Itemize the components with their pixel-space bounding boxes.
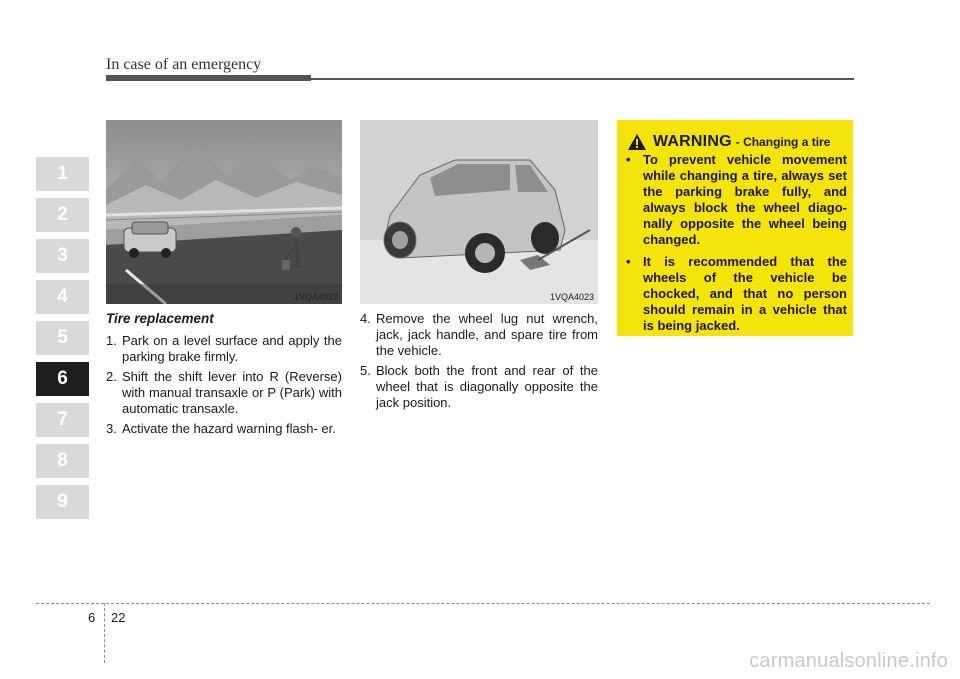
- step-text: Remove the wheel lug nut wrench, jack, jack handle, and spare tire from the vehicle.: [376, 311, 598, 358]
- warning-subtitle: - Changing a tire: [735, 135, 831, 149]
- instructions-column-1: [106, 311, 342, 441]
- figure-suv-jack: [360, 120, 598, 304]
- footer-rule: [36, 603, 930, 604]
- step-item: [360, 363, 598, 411]
- warning-header: [627, 133, 830, 151]
- page-header-title: In case of an emergency: [106, 56, 262, 73]
- warning-item: [625, 254, 847, 334]
- bullet: •: [626, 254, 631, 269]
- chapter-tab-4[interactable]: 4: [36, 280, 89, 314]
- chapter-tab-9[interactable]: 9: [36, 485, 89, 519]
- warning-item: [625, 152, 847, 248]
- watermark: carmanualsonline.info: [749, 650, 948, 672]
- footer-page-number: 22: [111, 610, 126, 625]
- step-text: Activate the hazard warning flash- er.: [122, 421, 336, 436]
- chapter-tabs: [36, 157, 89, 526]
- step-text: Park on a level surface and apply the parking brake firmly.: [122, 333, 342, 364]
- step-item: [106, 333, 342, 365]
- step-number: 5.: [360, 363, 371, 378]
- figure-code: 1VQA4023: [549, 292, 594, 302]
- chapter-tab-6[interactable]: 6: [36, 362, 89, 396]
- footer-divider: [104, 603, 105, 663]
- step-item: [360, 311, 598, 359]
- warning-box: [617, 120, 853, 336]
- warning-item-text: It is recommended that the wheels of the vehicle be chocked, and that no person should remain in a vehicle that is being jacked.: [643, 254, 847, 333]
- step-item: [106, 369, 342, 417]
- instructions-column-2: [360, 311, 598, 415]
- step-item: [106, 421, 342, 437]
- step-text: Block both the front and rear of the wheel that is diagonally opposite the jack position.: [376, 363, 598, 410]
- chapter-tab-1[interactable]: 1: [36, 157, 89, 191]
- header-bar: [106, 75, 311, 81]
- warning-list: [625, 152, 847, 340]
- chapter-tab-5[interactable]: 5: [36, 321, 89, 355]
- figure-roadside-parking: [106, 120, 342, 304]
- step-number: 1.: [106, 333, 117, 348]
- step-text: Shift the shift lever into R (Reverse) with manual transaxle or P (Park) with automatic transaxle.: [122, 369, 342, 416]
- chapter-tab-8[interactable]: 8: [36, 444, 89, 478]
- figure-code: 1VQA4022: [293, 292, 338, 302]
- header-rule: [311, 78, 854, 80]
- step-number: 4.: [360, 311, 371, 326]
- footer-chapter-number: 6: [88, 610, 96, 625]
- step-number: 2.: [106, 369, 117, 384]
- warning-title: WARNING: [653, 133, 732, 150]
- chapter-tab-3[interactable]: 3: [36, 239, 89, 273]
- step-number: 3.: [106, 421, 117, 436]
- bullet: •: [626, 152, 631, 167]
- warning-item-text: To prevent vehicle movement while changing a tire, always set the parking brake fully, and always block the wheel diago- nally opposite the wheel being changed.: [643, 152, 847, 247]
- chapter-tab-2[interactable]: 2: [36, 198, 89, 232]
- chapter-tab-7[interactable]: 7: [36, 403, 89, 437]
- section-title: Tire replacement: [106, 311, 214, 326]
- warning-triangle-icon: [627, 133, 647, 151]
